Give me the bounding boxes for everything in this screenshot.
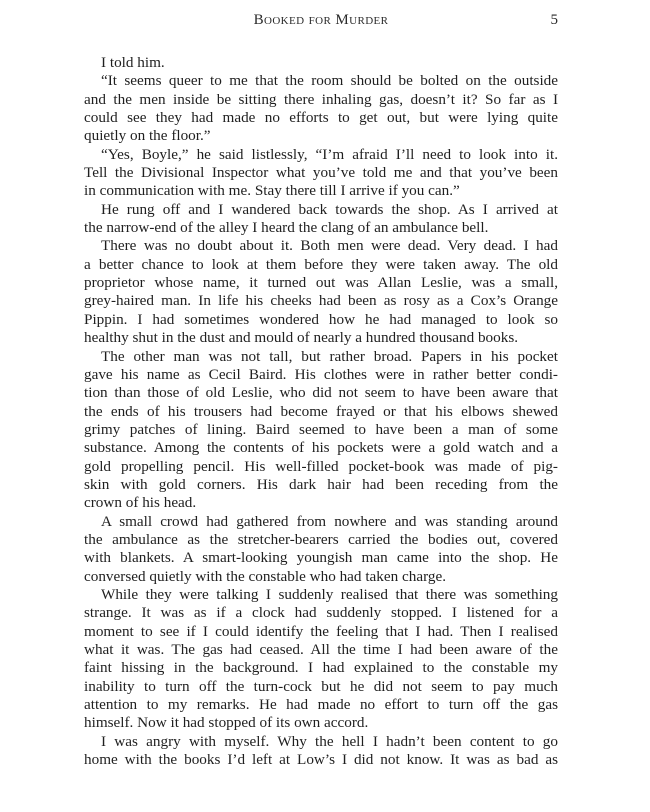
text-line: The other man was not tall, but rather broad. Papers in his pocket xyxy=(101,347,558,365)
text-line: in communication with me. Stay there till I arrive if you can.” xyxy=(84,182,460,200)
text-line: home with the books I’d left at Low’s I did not know. It was as bad as xyxy=(84,751,558,769)
text-line: I told him. xyxy=(101,54,165,71)
text-line: gold propelling pencil. His well-filled pocket-book was made of pig- xyxy=(84,457,558,475)
text-line: grey-haired man. In life his cheeks had been as rosy as a Cox’s Orange xyxy=(84,292,558,310)
page-number: 5 xyxy=(550,12,558,28)
text-line: I was angry with myself. Why the hell I hadn’t been content to go xyxy=(101,732,558,750)
body-text xyxy=(84,54,558,769)
text-line: substance. Among the contents of his pockets were a gold watch and a xyxy=(84,439,558,457)
text-line: Pippin. I had sometimes wondered how he had managed to look so xyxy=(84,310,558,328)
text-line: what it was. The gas had ceased. All the time I had been aware of the xyxy=(84,641,558,658)
text-line: crown of his head. xyxy=(84,494,197,512)
text-line: inability to turn off the turn-cock but he did not seem to pay much xyxy=(84,677,558,695)
text-line: There was no doubt about it. Both men were dead. Very dead. I had xyxy=(101,237,558,255)
text-line: moment to see if I could identify the feeling that I had. Then I realised xyxy=(84,622,558,640)
running-title: Booked for Murder xyxy=(253,12,389,28)
text-line: grimy patches of lining. Baird seemed to have been a man of some xyxy=(84,420,558,438)
text-line: faint hissing in the background. I had explained to the constable my xyxy=(84,659,558,677)
text-line: Tell the Divisional Inspector what you’ve told me and that you’ve been xyxy=(84,164,558,182)
text-line: healthy shut in the dust and mould of nearly a hundred thousand books. xyxy=(84,329,519,347)
text-line: A small crowd had gathered from nowhere and was standing around xyxy=(101,512,558,530)
text-line: tion than those of old Leslie, who did not seem to have been aware that xyxy=(84,384,558,402)
text-line: While they were talking I suddenly realised that there was something xyxy=(101,585,558,603)
text-line: could see they had made no efforts to get out, but were lying quite xyxy=(84,109,558,127)
text-line: strange. It was as if a clock had suddenly stopped. I listened for a xyxy=(84,604,558,622)
text-line: the ambulance as the stretcher-bearers carried the bodies out, covered xyxy=(84,530,558,548)
text-line: attention to my remarks. He had made no effort to turn off the gas xyxy=(84,696,558,714)
text-line: with blankets. A smart-looking youngish man came into the shop. He xyxy=(84,549,558,567)
text-line: the narrow-end of the alley I heard the clang of an ambulance bell. xyxy=(84,219,489,237)
text-line: He rung off and I wandered back towards the shop. As I arrived at xyxy=(101,200,558,218)
text-line: “Yes, Boyle,” he said listlessly, “I’m afraid I’ll need to look into it. xyxy=(101,145,558,163)
text-line: gave his name as Cecil Baird. His clothes were in rather better condi- xyxy=(84,365,558,383)
text-line: conversed quietly with the constable who had taken charge. xyxy=(84,567,446,585)
text-line: the ends of his trousers had become frayed or that his elbows shewed xyxy=(84,402,558,420)
text-line: a better chance to look at them before they were taken away. The old xyxy=(84,255,558,273)
text-line: proprietor whose name, it turned out was Allan Leslie, was a small, xyxy=(84,274,558,292)
text-line: “It seems queer to me that the room should be bolted on the outside xyxy=(101,72,558,90)
text-line: quietly on the floor.” xyxy=(84,127,211,145)
running-head xyxy=(84,12,558,32)
text-line: skin with gold corners. His dark hair had been receding from the xyxy=(84,475,558,493)
text-line: himself. Now it had stopped of its own accord. xyxy=(84,714,369,732)
text-line: and the men inside be sitting there inhaling gas, doesn’t it? So far as I xyxy=(84,90,558,108)
